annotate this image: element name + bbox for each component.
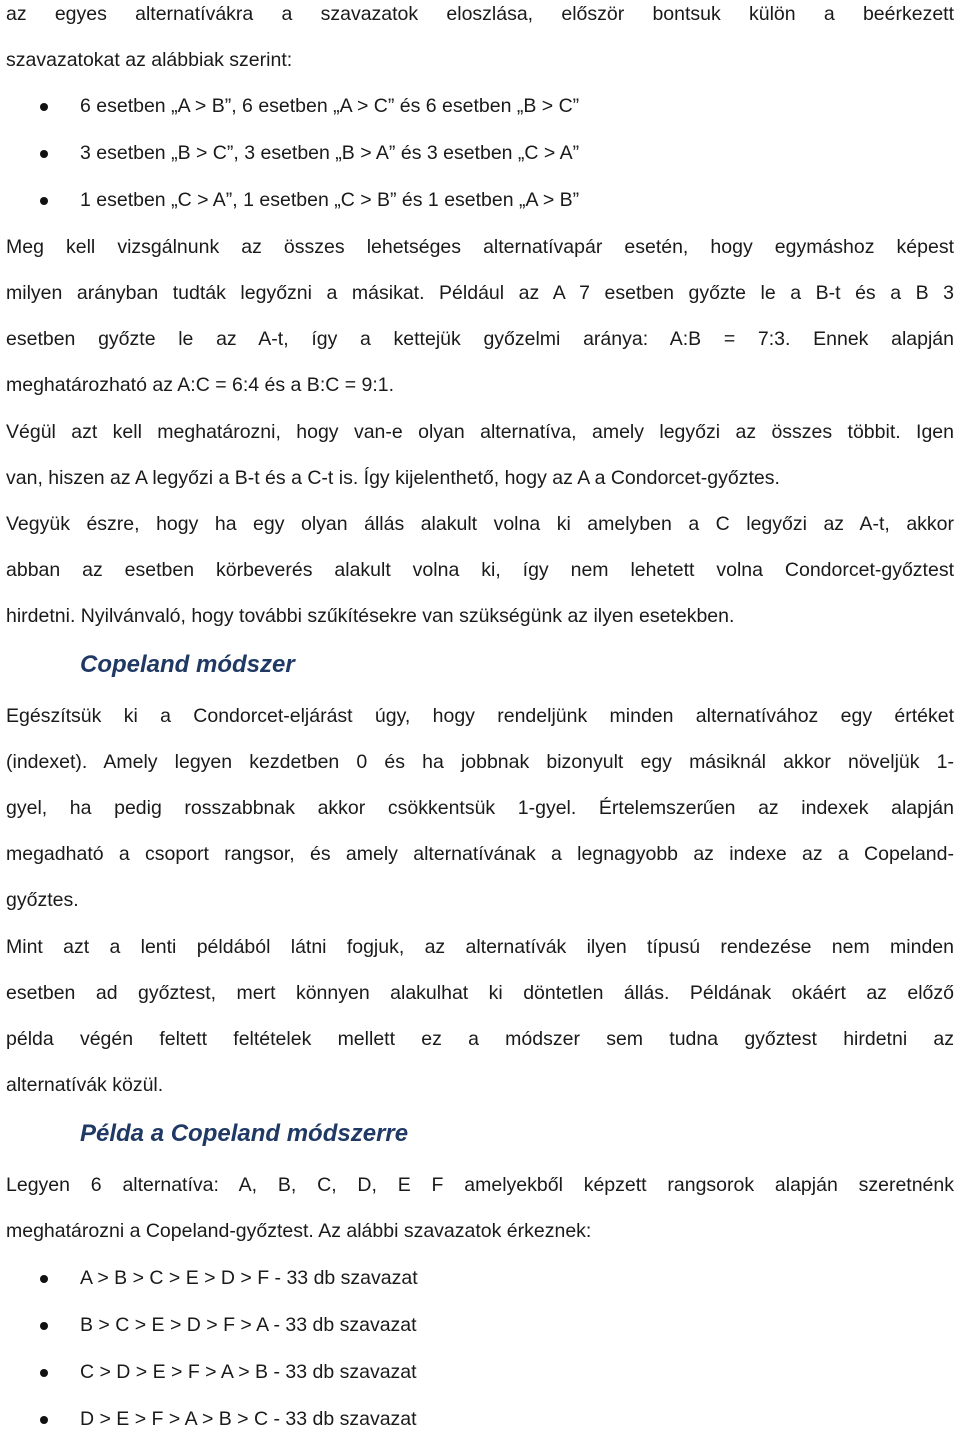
paragraph-line: Végül azt kell meghatározni, hogy van-e olyan alternatíva, amely legyőzi az összes többit. Igen — [6, 421, 954, 443]
list-item: B > C > E > D > F > A - 33 db szavazat — [80, 1314, 417, 1336]
bullet-icon — [40, 1416, 48, 1424]
paragraph-line: esetben győzte le az A-t, így a kettejük győzelmi aránya: A:B = 7:3. Ennek alapján — [6, 328, 954, 350]
paragraph-line: hirdetni. Nyilvánvaló, hogy további szűkítésekre van szükségünk az ilyen esetekben. — [6, 605, 735, 627]
paragraph-line: Meg kell vizsgálnunk az összes lehetséges alternatívapár esetén, hogy egymáshoz képest — [6, 236, 954, 258]
paragraph-line: szavazatokat az alábbiak szerint: — [6, 49, 293, 71]
paragraph-line: győztes. — [6, 889, 79, 911]
list-item: 1 esetben „C > A”, 1 esetben „C > B” és 1 esetben „A > B” — [80, 189, 580, 211]
paragraph-line: az egyes alternatívákra a szavazatok eloszlása, először bontsuk külön a beérkezett — [6, 3, 954, 25]
paragraph-line: Vegyük észre, hogy ha egy olyan állás alakult volna ki amelyben a C legyőzi az A-t, akkor — [6, 513, 954, 535]
paragraph-line: megadható a csoport rangsor, és amely alternatívának a legnagyobb az indexe az a Copeland- — [6, 843, 954, 865]
list-item: A > B > C > E > D > F - 33 db szavazat — [80, 1267, 418, 1289]
paragraph-line: Egészítsük ki a Condorcet-eljárást úgy, hogy rendeljünk minden alternatívához egy értéket — [6, 705, 954, 727]
bullet-icon — [40, 197, 48, 205]
bullet-icon — [40, 1369, 48, 1377]
bullet-icon — [40, 1322, 48, 1330]
list-item: D > E > F > A > B > C - 33 db szavazat — [80, 1408, 417, 1430]
paragraph-line: példa végén feltett feltételek mellett ez a módszer sem tudna győztest hirdetni az — [6, 1028, 954, 1050]
paragraph-line: esetben ad győztest, mert könnyen alakulhat ki döntetlen állás. Példának okáért az előző — [6, 982, 954, 1004]
paragraph-line: (indexet). Amely legyen kezdetben 0 és ha jobbnak bizonyult egy másiknál akkor növeljük 1- — [6, 751, 954, 773]
paragraph-line: meghatározni a Copeland-győztest. Az alábbi szavazatok érkeznek: — [6, 1220, 592, 1242]
bullet-icon — [40, 1275, 48, 1283]
bullet-icon — [40, 150, 48, 158]
section-heading: Copeland módszer — [80, 651, 295, 678]
list-item: 6 esetben „A > B”, 6 esetben „A > C” és 6 esetben „B > C” — [80, 95, 580, 117]
paragraph-line: meghatározható az A:C = 6:4 és a B:C = 9:1. — [6, 374, 395, 396]
section-heading: Példa a Copeland módszerre — [80, 1120, 409, 1147]
list-item: C > D > E > F > A > B - 33 db szavazat — [80, 1361, 417, 1383]
paragraph-line: gyel, ha pedig rosszabbnak akkor csökkentsük 1-gyel. Értelemszerűen az indexek alapján — [6, 797, 954, 819]
paragraph-line: milyen arányban tudták legyőzni a másikat. Például az A 7 esetben győzte le a B-t és a B 3 — [6, 282, 954, 304]
paragraph-line: van, hiszen az A legyőzi a B-t és a C-t is. Így kijelenthető, hogy az A a Condorcet-győztes. — [6, 467, 780, 489]
list-item: 3 esetben „B > C”, 3 esetben „B > A” és 3 esetben „C > A” — [80, 142, 580, 164]
bullet-icon — [40, 103, 48, 111]
paragraph-line: Mint azt a lenti példából látni fogjuk, az alternatívák ilyen típusú rendezése nem minden — [6, 936, 954, 958]
paragraph-line: abban az esetben körbeverés alakult volna ki, így nem lehetett volna Condorcet-győztest — [6, 559, 954, 581]
paragraph-line: alternatívák közül. — [6, 1074, 164, 1096]
paragraph-line: Legyen 6 alternatíva: A, B, C, D, E F amelyekből képzett rangsorok alapján szeretnénk — [6, 1174, 954, 1196]
